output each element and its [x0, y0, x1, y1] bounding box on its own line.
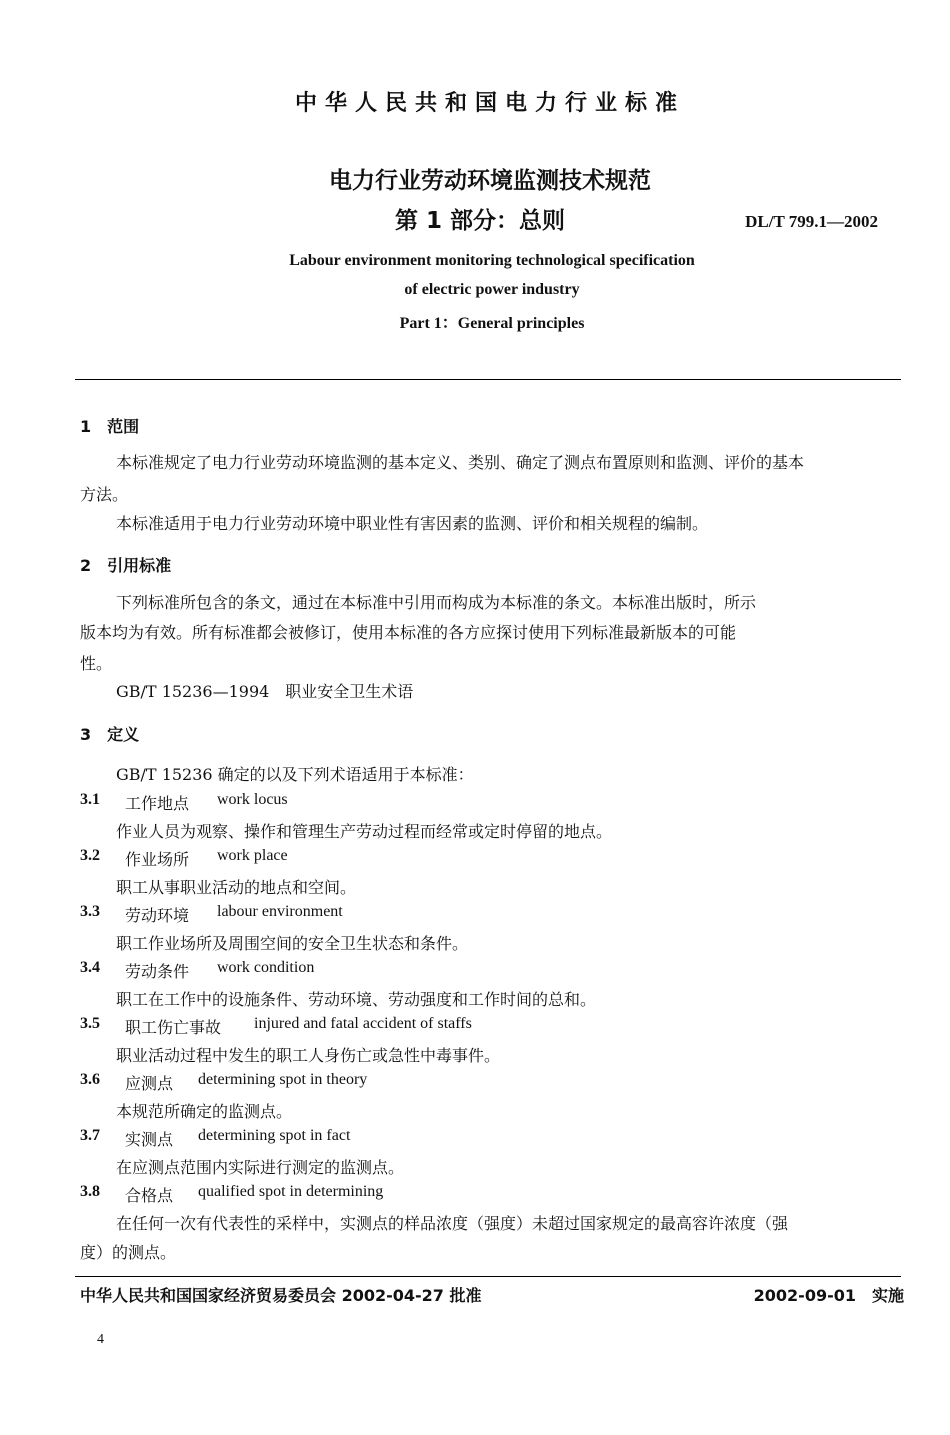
- definition-number: 3.4: [80, 959, 100, 976]
- definition-description: 在应测点范围内实际进行测定的监测点。: [116, 1158, 405, 1177]
- definition-term: 实测点: [125, 1130, 174, 1149]
- section-1-paragraph-1-line-2: 方法。: [80, 485, 129, 504]
- definition-description: 在任何一次有代表性的采样中，实测点的样品浓度（强度）未超过国家规定的最高容许浓度（强: [116, 1214, 789, 1233]
- section-2-paragraph-line-3: 性。: [80, 654, 113, 673]
- section-1-heading: 1 范围: [80, 417, 140, 436]
- definition-term-en: qualified spot in determining: [198, 1183, 384, 1200]
- definition-description: 职工在工作中的设施条件、劳动环境、劳动强度和工作时间的总和。: [116, 990, 597, 1009]
- definition-number: 3.6: [80, 1071, 100, 1088]
- standard-code: DL/T 799.1—2002: [745, 212, 878, 231]
- definition-term: 作业场所: [125, 850, 190, 869]
- implementation-date: 2002-09-01 实施: [753, 1286, 904, 1305]
- definition-term-en: work condition: [217, 959, 315, 976]
- definition-term: 工作地点: [125, 794, 190, 813]
- definition-term: 应测点: [125, 1074, 174, 1093]
- definition-description: 职工从事职业活动的地点和空间。: [116, 878, 357, 897]
- definition-description-line-2: 度）的测点。: [80, 1243, 177, 1262]
- header-divider: [75, 379, 901, 380]
- definition-term: 合格点: [125, 1186, 174, 1205]
- definition-term: 劳动条件: [125, 962, 190, 981]
- footer-divider: [75, 1276, 901, 1277]
- definition-term-en: determining spot in fact: [198, 1127, 351, 1144]
- section-2-paragraph-line-1: 下列标准所包含的条文，通过在本标准中引用而构成为本标准的条文。本标准出版时，所示: [116, 593, 757, 612]
- definition-number: 3.2: [80, 847, 100, 864]
- definition-term-en: labour environment: [217, 903, 343, 920]
- section-2-paragraph-line-2: 版本均为有效。所有标准都会被修订，使用本标准的各方应探讨使用下列标准最新版本的可能: [80, 623, 737, 642]
- definition-term: 职工伤亡事故: [125, 1018, 222, 1037]
- document-subtitle-cn: 第 1 部分：总则: [395, 208, 566, 234]
- document-title-cn: 电力行业劳动环境监测技术规范: [329, 168, 651, 194]
- definition-number: 3.3: [80, 903, 100, 920]
- document-title-en-line2: of electric power industry: [404, 281, 580, 298]
- document-title-en-line1: Labour environment monitoring technological specification: [289, 252, 695, 269]
- definition-description: 职业活动过程中发生的职工人身伤亡或急性中毒事件。: [116, 1046, 501, 1065]
- approval-statement: 中华人民共和国国家经济贸易委员会 2002-04-27 批准: [80, 1286, 482, 1305]
- definition-description: 职工作业场所及周围空间的安全卫生状态和条件。: [116, 934, 469, 953]
- definition-term: 劳动环境: [125, 906, 190, 925]
- org-title: 中华人民共和国电力行业标准: [294, 91, 685, 116]
- section-2-heading: 2 引用标准: [80, 556, 172, 575]
- definition-number: 3.7: [80, 1127, 100, 1144]
- section-3-intro: GB/T 15236 确定的以及下列术语适用于本标准：: [116, 765, 474, 784]
- definition-number: 3.8: [80, 1183, 100, 1200]
- section-3-heading: 3 定义: [80, 725, 140, 744]
- referenced-standard: GB/T 15236—1994 职业安全卫生术语: [116, 682, 414, 701]
- definition-term-en: determining spot in theory: [198, 1071, 368, 1088]
- definition-description: 本规范所确定的监测点。: [116, 1102, 293, 1121]
- section-1-paragraph-1-line-1: 本标准规定了电力行业劳动环境监测的基本定义、类别、确定了测点布置原则和监测、评价的基本: [116, 453, 805, 472]
- definition-term-en: work place: [217, 847, 288, 864]
- definition-term-en: injured and fatal accident of staffs: [254, 1015, 472, 1032]
- definition-number: 3.5: [80, 1015, 100, 1032]
- definition-number: 3.1: [80, 791, 100, 808]
- page-number: 4: [97, 1332, 104, 1347]
- definition-term-en: work locus: [217, 791, 288, 808]
- document-title-en-line3: Part 1：General principles: [399, 315, 585, 332]
- section-1-paragraph-2: 本标准适用于电力行业劳动环境中职业性有害因素的监测、评价和相关规程的编制。: [116, 514, 709, 533]
- definition-description: 作业人员为观察、操作和管理生产劳动过程而经常或定时停留的地点。: [116, 822, 613, 841]
